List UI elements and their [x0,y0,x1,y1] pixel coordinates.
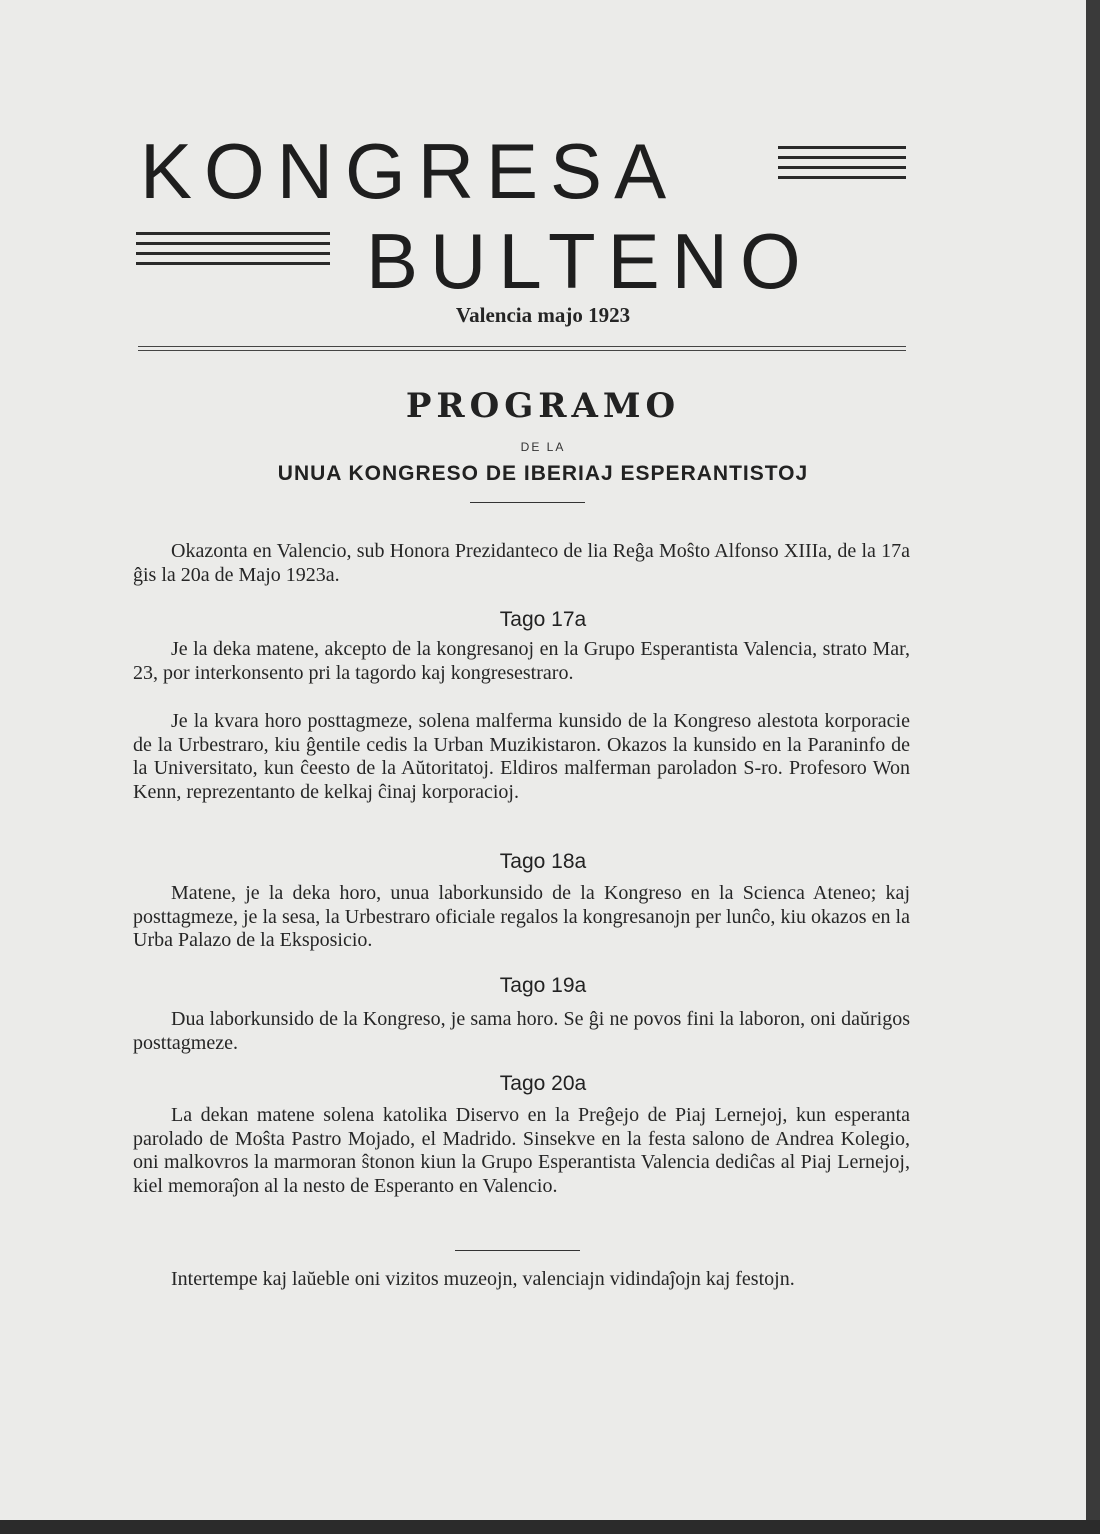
day-17-paragraph-2: Je la kvara horo posttagmeze, solena malferma kunsido de la Kongreso alestota korporacie de la Urbestraro, kiu ĝentile cedis la Urban Muzikistaron. Okazos la kunsido en la Paraninfo de la Universitato, kun ĉeesto de la Aŭtoritatoj. Eldiros malferman paroladon S-ro. Profesoro Won Kenn, reprezentanto de kelkaj ĉinaj korporacioj. [133,710,910,803]
day-19-paragraph: Dua laborkunsido de la Kongreso, je sama horo. Se ĝi ne povos fini la laboron, oni daŭrigos posttagmeze. [133,1008,910,1054]
masthead-bulteno: BULTENO [366,217,813,305]
day-18-heading: Tago 18a [499,850,587,873]
masthead-kongresa: KONGRESA [140,127,679,215]
header-divider [138,346,906,354]
intro-paragraph: Okazonta en Valencio, sub Honora Prezidanteco de lia Reĝa Moŝto Alfonso XIIIa, de la 17a ĝis la 20a de Majo 1923a. [133,540,910,586]
section-divider [470,502,585,503]
closing-divider [455,1250,580,1251]
masthead-rule-right [778,146,906,186]
dateline: Valencia majo 1923 [455,303,631,327]
day-20-paragraph: La dekan matene solena katolika Diservo en la Preĝejo de Piaj Lernejoj, kun esperanta parolado de Moŝta Pastro Mojado, el Madrido. Sinsekve en la festa salono de Andrea Kolegio, oni malkovros la marmoran ŝtonon kiun la Grupo Esperantista Valencia dediĉas al Piaj Lernejoj, kiel memoraĵon al la nesto de Esperanto en Valencio. [133,1104,910,1197]
day-19-heading: Tago 19a [499,974,587,997]
day-20-heading: Tago 20a [499,1072,587,1095]
day-18-paragraph: Matene, je la deka horo, unua laborkunsido de la Kongreso en la Scienca Ateneo; kaj posttagmeze, je la sesa, la Urbestraro oficiale regalos la kongresanojn per lunĉo, kiu okazos en la Urba Palazo de la Eksposicio. [133,882,910,951]
day-17-paragraph-1: Je la deka matene, akcepto de la kongresanoj en la Grupo Esperantista Valencia, strato Mar, 23, por interkonsento pri la tagordo kaj kongresestraro. [133,638,910,684]
program-heading: PROGRAMO [405,386,681,426]
masthead-rule-left [136,232,330,272]
day-17-heading: Tago 17a [499,608,587,631]
closing-paragraph: Intertempe kaj laŭeble oni vizitos muzeojn, valenciajn vidindaĵojn kaj festojn. [171,1268,795,1290]
scan-edge-right [1086,0,1100,1534]
program-subheading: DE LA [520,440,566,454]
congress-title: UNUA KONGRESO DE IBERIAJ ESPERANTISTOJ [277,462,809,485]
scan-edge-bottom [0,1520,1100,1534]
